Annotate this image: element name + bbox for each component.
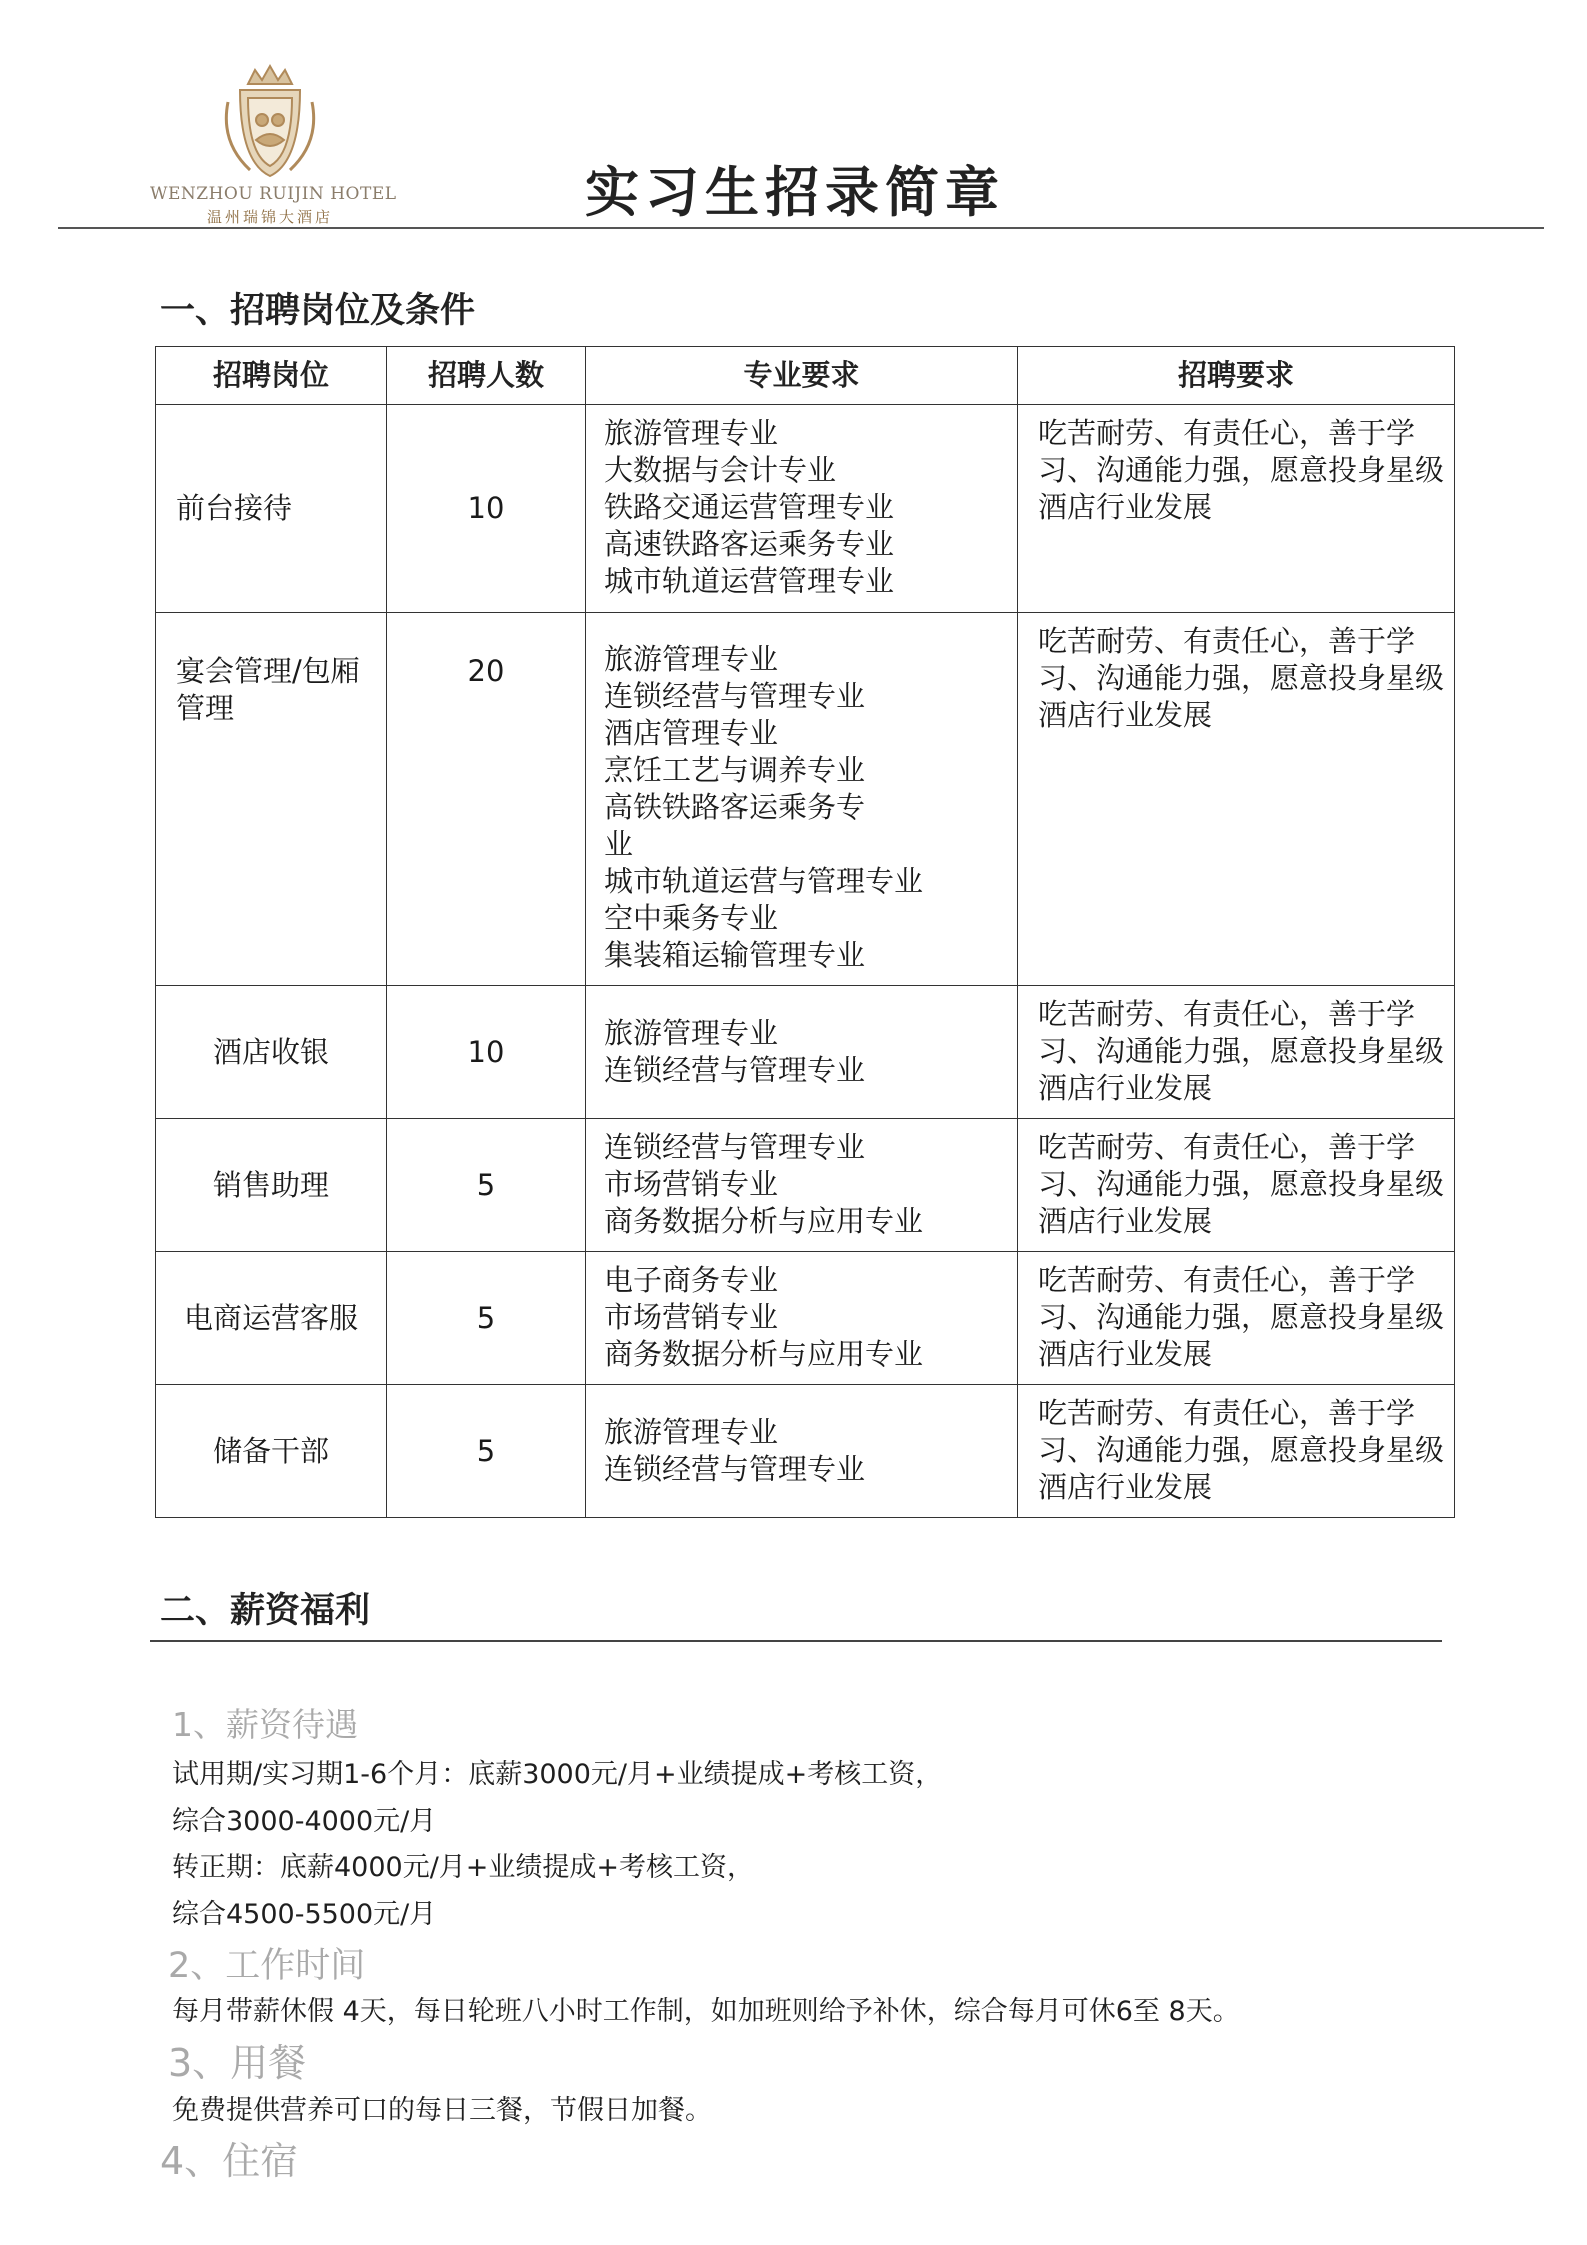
- requirement-cell: 吃苦耐劳、有责任心，善于学习、沟通能力强，愿意投身星级酒店行业发展: [1018, 1119, 1455, 1252]
- table-header-row: [156, 347, 1455, 405]
- salary-line: 试用期/实习期1-6个月：底薪3000元/月+业绩提成+考核工资，: [172, 1759, 943, 1790]
- requirement-cell: 吃苦耐劳、有责任心，善于学习、沟通能力强，愿意投身星级酒店行业发展: [1018, 613, 1455, 986]
- majors-cell: [586, 405, 1018, 613]
- section-1-heading: 一、招聘岗位及条件: [160, 291, 476, 331]
- header-count: 招聘人数: [387, 347, 586, 405]
- count-cell: 5: [387, 1252, 586, 1385]
- major-item: 城市轨道运营管理专业: [604, 564, 895, 598]
- major-item: 连锁经营与管理专业: [604, 1452, 866, 1486]
- salary-line: 综合4500-5500元/月: [172, 1899, 437, 1930]
- major-item: 高铁铁路客运乘务专: [604, 790, 866, 824]
- salary-line: 综合3000-4000元/月: [172, 1806, 437, 1837]
- majors-cell: [586, 1252, 1018, 1385]
- major-item: 高速铁路客运乘务专业: [604, 527, 895, 561]
- work-time-text: 每月带薪休假 4天，每日轮班八小时工作制，如加班则给予补休，综合每月可休6至 8天。: [172, 1996, 1240, 2027]
- table-row: [156, 1385, 1455, 1518]
- major-item: 城市轨道运营与管理专业: [604, 864, 924, 898]
- salary-subheading: 1、薪资待遇: [172, 1705, 358, 1744]
- requirement-cell: 吃苦耐劳、有责任心，善于学习、沟通能力强，愿意投身星级酒店行业发展: [1018, 986, 1455, 1119]
- table-row: [156, 405, 1455, 613]
- position-cell: 销售助理: [156, 1119, 387, 1252]
- count-cell: 10: [387, 986, 586, 1119]
- work-time-subheading: 2、工作时间: [168, 1946, 366, 1986]
- requirement-cell: 吃苦耐劳、有责任心，善于学习、沟通能力强，愿意投身星级酒店行业发展: [1018, 1252, 1455, 1385]
- major-item: 铁路交通运营管理专业: [604, 490, 895, 524]
- logo-name-en: WENZHOU RUIJIN HOTEL: [150, 184, 397, 204]
- hotel-logo: [150, 62, 397, 227]
- major-item: 集装箱运输管理专业: [604, 938, 866, 972]
- major-item: 空中乘务专业: [604, 901, 779, 935]
- document-title: 实习生招录简章: [585, 161, 1005, 224]
- housing-subheading: 4、住宿: [160, 2139, 299, 2183]
- section-2-heading: 二、薪资福利: [160, 1591, 371, 1631]
- major-item: 商务数据分析与应用专业: [604, 1337, 924, 1371]
- major-item: 旅游管理专业: [604, 416, 779, 450]
- major-item: 烹饪工艺与调养专业: [604, 753, 866, 787]
- major-item: 旅游管理专业: [604, 1415, 779, 1449]
- major-item: 连锁经营与管理专业: [604, 1130, 866, 1164]
- table-row: [156, 613, 1455, 986]
- major-item: 电子商务专业: [604, 1263, 779, 1297]
- count-cell: 10: [387, 405, 586, 613]
- majors-cell: [586, 986, 1018, 1119]
- header-position: 招聘岗位: [156, 347, 387, 405]
- position-cell: 酒店收银: [156, 986, 387, 1119]
- meals-text: 免费提供营养可口的每日三餐，节假日加餐。: [172, 2095, 712, 2126]
- major-item: 商务数据分析与应用专业: [604, 1204, 924, 1238]
- count-cell: 5: [387, 1385, 586, 1518]
- major-item: 旅游管理专业: [604, 642, 779, 676]
- requirement-cell: 吃苦耐劳、有责任心，善于学习、沟通能力强，愿意投身星级酒店行业发展: [1018, 405, 1455, 613]
- hotel-crest-icon: [210, 62, 330, 182]
- majors-cell: [586, 1119, 1018, 1252]
- logo-name-cn: 温州瑞锦大酒店: [206, 208, 333, 226]
- major-item: 市场营销专业: [604, 1300, 779, 1334]
- major-item: 连锁经营与管理专业: [604, 1053, 866, 1087]
- majors-cell: [586, 613, 1018, 986]
- majors-cell: [586, 1385, 1018, 1518]
- table-row: [156, 986, 1455, 1119]
- header-requirements: 招聘要求: [1018, 347, 1455, 405]
- section-2-divider: [150, 1640, 1442, 1642]
- major-item: 大数据与会计专业: [604, 453, 837, 487]
- recruitment-table: [155, 346, 1455, 1518]
- header-majors: 专业要求: [586, 347, 1018, 405]
- major-item: 业: [604, 827, 634, 861]
- requirement-cell: 吃苦耐劳、有责任心，善于学习、沟通能力强，愿意投身星级酒店行业发展: [1018, 1385, 1455, 1518]
- major-item: 旅游管理专业: [604, 1016, 779, 1050]
- position-cell: 储备干部: [156, 1385, 387, 1518]
- count-cell: 5: [387, 1119, 586, 1252]
- count-cell: 20: [387, 613, 586, 986]
- meals-subheading: 3、用餐: [168, 2041, 307, 2085]
- major-item: 酒店管理专业: [604, 716, 779, 750]
- major-item: 连锁经营与管理专业: [604, 679, 866, 713]
- salary-line: 转正期：底薪4000元/月+业绩提成+考核工资，: [172, 1852, 755, 1883]
- title-divider: [58, 227, 1544, 229]
- table-row: [156, 1252, 1455, 1385]
- table-row: [156, 1119, 1455, 1252]
- major-item: 市场营销专业: [604, 1167, 779, 1201]
- position-cell: 电商运营客服: [156, 1252, 387, 1385]
- position-cell: 宴会管理/包厢管理: [156, 613, 387, 986]
- position-cell: 前台接待: [156, 405, 387, 613]
